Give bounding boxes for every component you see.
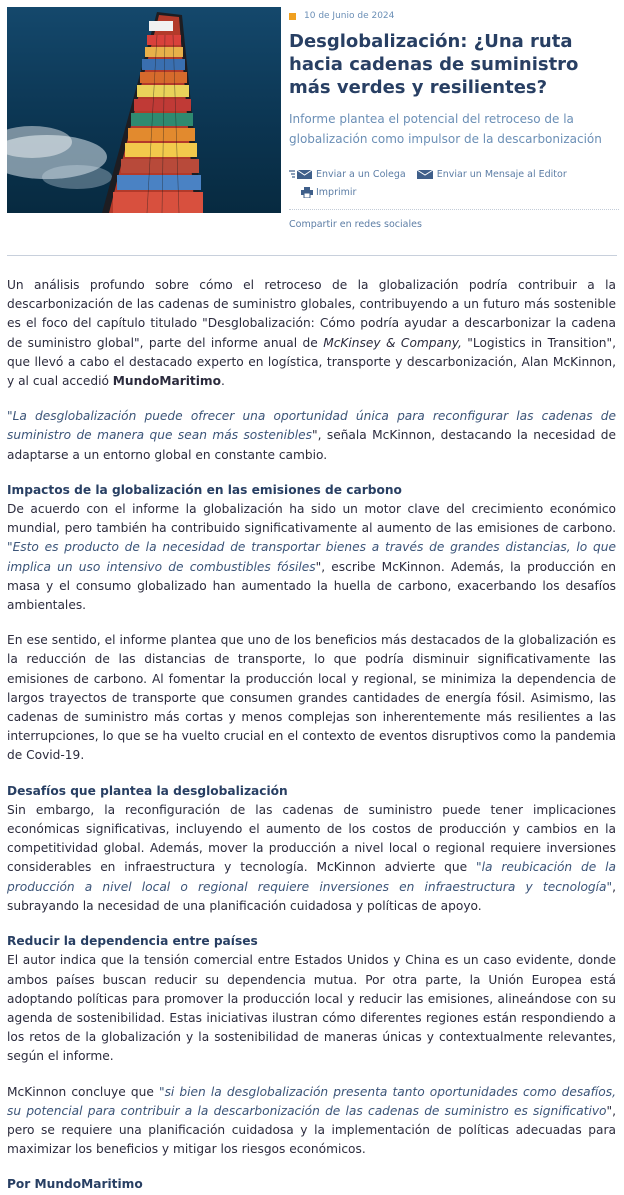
date-marker-icon: [289, 13, 296, 20]
send-colleague-label: Enviar a un Colega: [316, 168, 406, 180]
paragraph: Sin embargo, la reconfiguración de las cadenas de suministro puede tener implicaciones económicas significativas, incluyendo el aumento de los costos de producción y cambios en la competitividad global. Además, mover la producción a nivel local o regional requiere inversiones considerables en infraestructura y tecnología. McKinnon advierte que "la reubicación de la producción a nivel local o regional requiere inversiones en infraestructura y tecnología", subrayando la necesidad de una planificación cuidadosa y políticas de apoyo.: [7, 802, 617, 913]
header-divider: [7, 255, 617, 256]
paragraph: De acuerdo con el informe la globalización ha sido un motor clave del crecimiento económico mundial, pero también ha contribuido significativamente al aumento de las emisiones de carbono. "Esto es producto de la necesidad de transportar bienes a través de grandes distancias, lo que implica un uso intensivo de combustibles fósiles", escribe McKinnon. Además, la producción en masa y el consumo globalizado han aumentado la huella de carbono, exacerbando los desafíos ambientales.: [7, 502, 616, 613]
print-icon: [301, 187, 313, 198]
quote: "Esto es producto de la necesidad de transportar bienes a través de grandes distancias, lo que implica un uso intensivo de combustibles fósiles: [7, 540, 616, 574]
quote: "si bien la desglobalización presenta tanto oportunidades como desafíos, su potencial para contribuir a la descarbonización de las cadenas de suministro es significativo: [7, 1084, 616, 1118]
share-social-link[interactable]: Compartir en redes sociales: [289, 209, 619, 230]
brand-name: MundoMaritimo: [112, 374, 221, 389]
section-heading: Desafíos que plantea la desglobalización: [7, 783, 288, 798]
section-heading: Reducir la dependencia entre países: [7, 934, 258, 949]
paragraph: Un análisis profundo sobre cómo el retroceso de la globalización podría contribuir a la descarbonización de las cadenas de suministro globales, contribuyendo a un futuro más sostenible es el foco del capítulo titulado "Desglobalización: Cómo podría ayudar a descarbonizar la cadena de suministro global", parte del informe anual de McKinsey & Company, "Logistics in Transition", que llevó a cabo el destacado experto en logística, transporte y descarbonización, Alan McKinnon, y al cual accedió MundoMaritimo.: [7, 278, 616, 389]
publish-date: 10 de Junio de 2024: [304, 11, 395, 21]
share-mail-icon: [289, 169, 313, 180]
quote: "la reubicación de la producción a nivel local o regional requiere inversiones en infraestructura y tecnología": [7, 860, 617, 894]
article-body: [7, 276, 616, 1195]
container-ship-illustration: [7, 7, 281, 213]
section-heading: Impactos de la globalización en las emisiones de carbono: [7, 482, 402, 497]
article-image: [7, 7, 281, 213]
send-editor-label: Enviar un Mensaje al Editor: [436, 168, 567, 180]
date-row: [289, 8, 619, 24]
paragraph: "La desglobalización puede ofrecer una oportunidad única para reconfigurar las cadenas de suministro de manera que sean más sostenibles", señala McKinnon, destacando la necesidad de adaptarse a un entorno global en constante cambio.: [7, 409, 616, 462]
send-colleague-link[interactable]: [289, 169, 406, 180]
paragraph: McKinnon concluye que "si bien la desglobalización presenta tanto oportunidades como desafíos, su potencial para contribuir a la descarbonización de las cadenas de suministro es significativo", pero se requiere una planificación cuidadosa y la implementación de políticas adecuadas para maximizar los beneficios y mitigar los riesgos económicos.: [7, 1084, 616, 1157]
article-byline: Por MundoMaritimo: [7, 1177, 143, 1192]
paragraph: En ese sentido, el informe plantea que uno de los beneficios más destacados de la globalización es la reducción de las distancias de transporte, lo que podría disminuir significativamente las emisiones de carbono. Al fomentar la producción local y regional, se minimiza la dependencia de largos trayectos de transporte que consumen grandes cantidades de energía fósil. Asimismo, las cadenas de suministro más cortas y menos complejas son inherentemente más resilientes a las interrupciones, lo que se ha vuelto crucial en el contexto de eventos disruptivos como la pandemia de Covid-19.: [7, 633, 616, 763]
print-label: Imprimir: [316, 186, 357, 198]
article-title: Desglobalización: ¿Una ruta hacia cadenas de suministro más verdes y resilientes?: [289, 31, 579, 98]
mail-icon: [416, 169, 434, 180]
article-subtitle: Informe plantea el potencial del retroceso de la globalización como impulsor de la descarbonización: [289, 112, 602, 146]
quote: "La desglobalización puede ofrecer una oportunidad única para reconfigurar las cadenas de suministro de manera que sean más sostenibles: [7, 409, 616, 443]
send-editor-link[interactable]: [416, 169, 567, 180]
article-actions: [289, 165, 619, 201]
article-header: [289, 8, 619, 230]
print-link[interactable]: [301, 187, 356, 198]
paragraph: El autor indica que la tensión comercial entre Estados Unidos y China es un caso evidente, donde ambos países buscan reducir su dependencia mutua. Por otra parte, la Unión Europea está adoptando políticas para promover la producción local y reducir las emisiones, alineándose con su agenda de sostenibilidad. Estas iniciativas ilustran cómo diferentes regiones están respondiendo a los retos de la globalización y la sostenibilidad de maneras únicas y contextualmente relevantes, según el informe.: [7, 953, 616, 1064]
